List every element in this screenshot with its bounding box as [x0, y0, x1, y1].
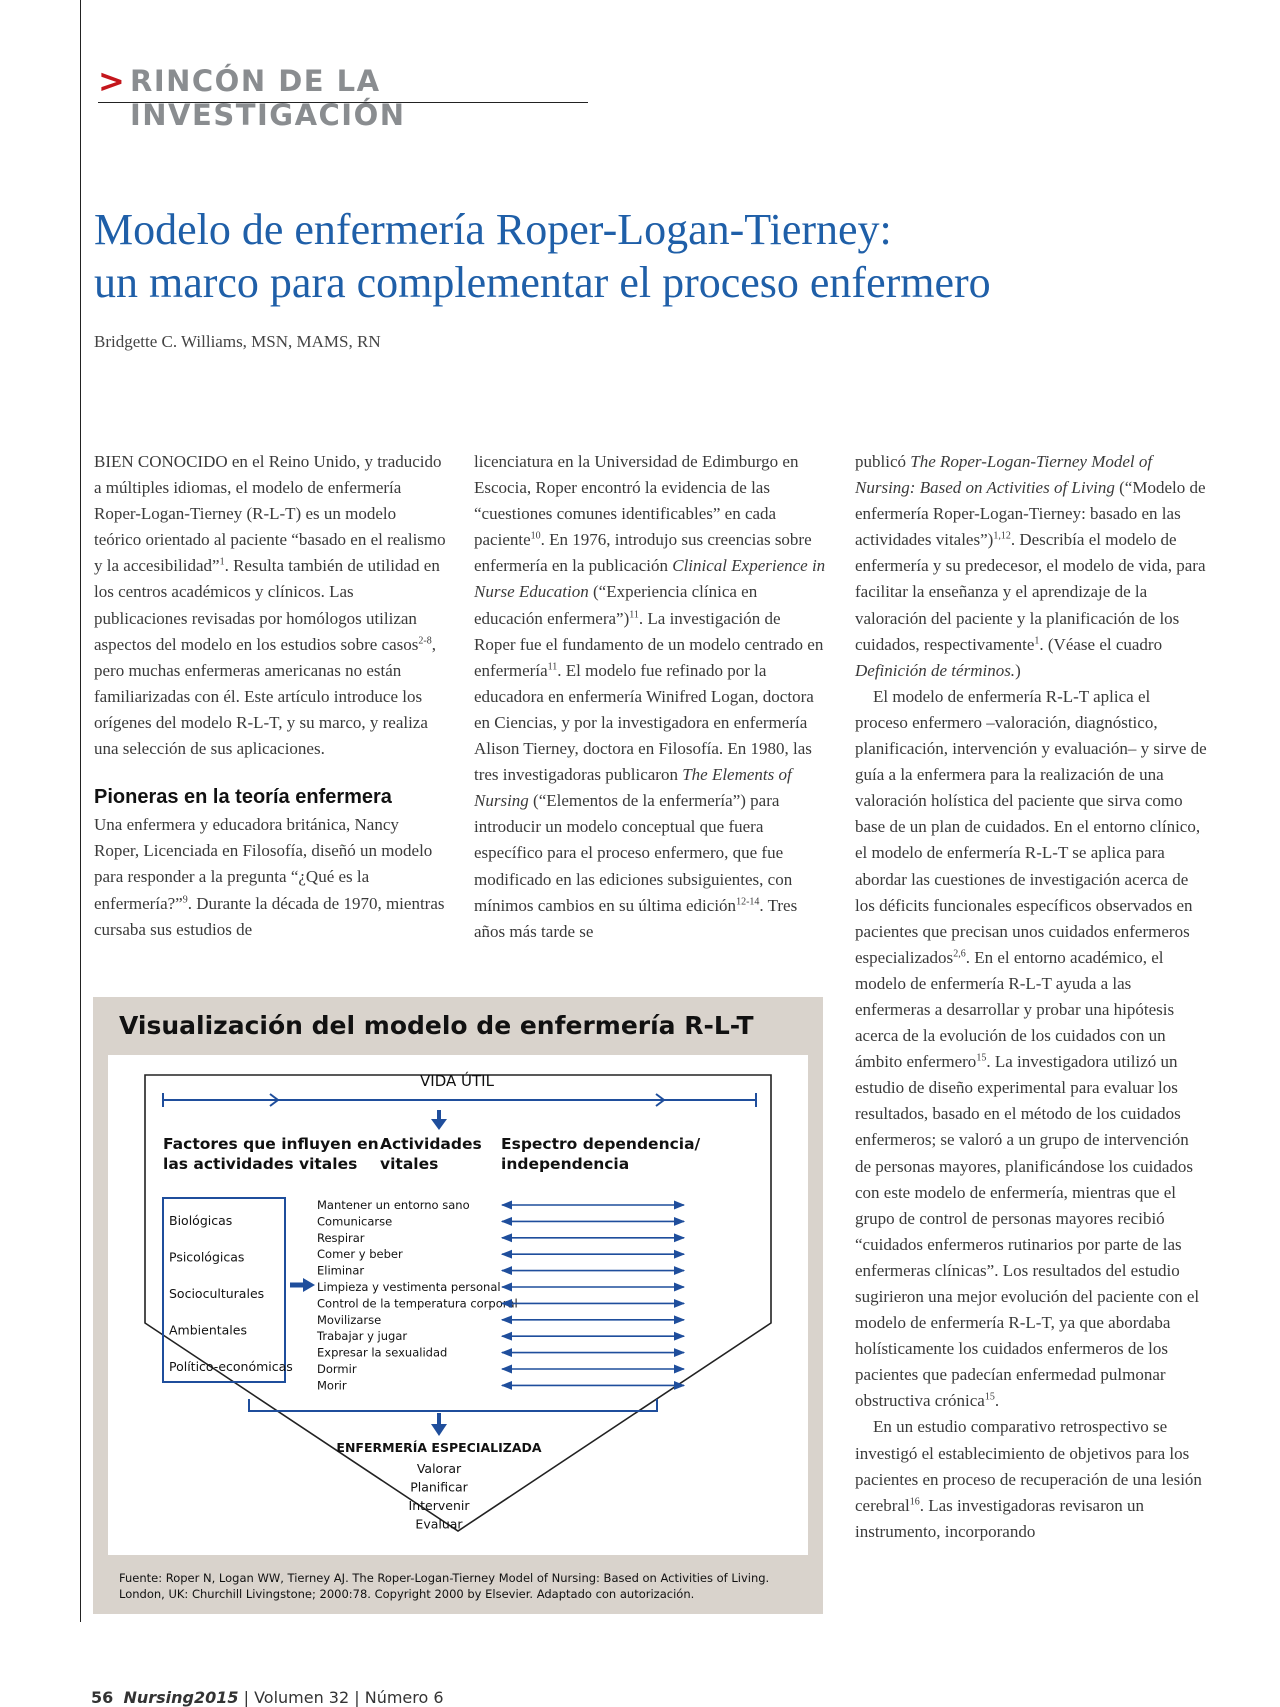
- nursing-step: Planificar: [410, 1479, 468, 1495]
- bottom-arrow-shaft: [437, 1413, 441, 1425]
- section-label: RINCÓN DE LA INVESTIGACIÓN: [130, 64, 406, 132]
- factors-pointer-arrow-icon: [303, 1278, 315, 1292]
- activity-item: Expresar la sexualidad: [317, 1345, 448, 1360]
- figure-rlt-model: [93, 997, 823, 1614]
- page-footer: [91, 1688, 444, 1707]
- factor-item: Socioculturales: [169, 1286, 265, 1301]
- factor-item: Ambientales: [169, 1322, 247, 1338]
- subheading-pioneers: Pioneras en la teoría enfermera: [94, 786, 392, 809]
- column-3: [855, 449, 1207, 1545]
- factors-list: [169, 1213, 293, 1374]
- activity-item: Limpieza y vestimenta personal: [317, 1280, 501, 1294]
- rlt-diagram: [108, 1055, 808, 1555]
- issue-info: | Volumen 32 | Número 6: [243, 1688, 444, 1707]
- activities-list: [316, 1198, 518, 1392]
- factor-item: Biológicas: [169, 1213, 233, 1228]
- down-arrow-shaft: [437, 1110, 441, 1120]
- activity-item: Morir: [317, 1378, 347, 1393]
- section-header: [98, 60, 588, 132]
- left-rule: [80, 0, 81, 1622]
- bottom-down-arrow-icon: [431, 1424, 447, 1436]
- activity-item: Comunicarse: [317, 1214, 393, 1229]
- spectrum-heading: Espectro dependencia/ independencia: [501, 1135, 701, 1173]
- chevron-right-icon: >: [98, 62, 125, 100]
- nursing-step: Valorar: [416, 1461, 462, 1476]
- down-arrow-icon: [431, 1119, 447, 1130]
- nursing-step: Evaluar: [415, 1516, 463, 1532]
- activity-item: Movilizarse: [317, 1312, 382, 1327]
- factor-item: Político-económicas: [169, 1359, 293, 1374]
- activity-item: Mantener un entorno sano: [317, 1198, 470, 1212]
- title-line-2: un marco para complementar el proceso enfermero: [94, 258, 991, 307]
- factors-heading: Factores que influyen en las actividades vitales: [163, 1135, 379, 1173]
- activity-item: Control de la temperatura corporal: [317, 1296, 518, 1311]
- column-1: [94, 449, 446, 943]
- nursing-step: Intervenir: [408, 1498, 470, 1513]
- spectrum-arrows: [502, 1205, 684, 1385]
- activity-item: Trabajar y jugar: [317, 1329, 408, 1344]
- page-number: 56: [91, 1688, 114, 1707]
- paragraph: publicó The Roper-Logan-Tierney Model of Nursing: Based on Activities of Living (“Modelo de enfermería Roper-Logan-Tierney: basado en las actividades vitales”)$^{1,12}$. Describía el modelo de enfermería y su predecesor, el modelo de vida, para facilitar la enseñanza y el aprendizaje de la valoración del paciente y la planificación de los cuidados, respectivamente$^1$. (Véase el cuadro Definición de términos.): [855, 452, 1206, 680]
- paragraph: licenciatura en la Universidad de Edimburgo en Escocia, Roper encontró la evidencia de las “cuestiones comunes identificables” en cada paciente$^{10}$. En 1976, introdujo sus creencias sobre enfermería en la publicación Clinical Experience in Nurse Education (“Experiencia clínica en educación enfermera”)$^{11}$. La investigación de Roper fue el fundamento de un modelo centrado en enfermería$^{11}$. El modelo fue refinado por la educadora en enfermería Winifred Logan, doctora en Ciencias, y por la investigadora en enfermería Alison Tierney, doctora en Filosofía. En 1980, las tres investigadoras publicaron The Elements of Nursing (“Elementos de la enfermería”) para introducir un modelo conceptual que fuera específico para el proceso enfermero, que fue modificado en las ediciones subsiguientes, con mínimos cambios en su última edición$^{12-14}$. Tres años más tarde se: [474, 452, 826, 941]
- activities-heading: Actividades vitales: [380, 1135, 482, 1173]
- paragraph: En un estudio comparativo retrospectivo se investigó el establecimiento de objetivos para los pacientes en proceso de recuperación de una lesión cerebral$^{16}$. Las investigadoras revisaron un instrumento, incorporando: [855, 1417, 1202, 1541]
- column-2: [474, 449, 826, 945]
- magazine-name: Nursing2015: [123, 1688, 239, 1707]
- lifespan-label: VIDA ÚTIL: [420, 1072, 494, 1090]
- article-title: [94, 203, 1214, 309]
- figure-source: Fuente: Roper N, Logan WW, Tierney AJ. The Roper-Logan-Tierney Model of Nursing: Based on Activities of Living. London, UK: Churchill Livingstone; 2000:78. Copyright 2000 by Elsevier. Adaptado con autorización.: [119, 1571, 770, 1601]
- activity-item: Respirar: [317, 1230, 365, 1245]
- factor-item: Psicológicas: [169, 1249, 245, 1265]
- activity-item: Eliminar: [317, 1263, 365, 1278]
- specialized-nursing-heading: ENFERMERÍA ESPECIALIZADA: [336, 1440, 542, 1455]
- nursing-steps: [409, 1461, 471, 1532]
- paragraph: El modelo de enfermería R-L-T aplica el proceso enfermero –valoración, diagnóstico, planificación, intervención y evaluación– y sirve de guía a la enfermera para la realización de una valoración holística del paciente que sirva como base de un plan de cuidados. En el entorno clínico, el modelo de enfermería R-L-T se aplica para abordar las cuestiones de investigación acerca de los déficits funcionales específicos observados en pacientes que precisan unos cuidados enfermeros especializados$^{2,6}$. En el entorno académico, el modelo de enfermería R-L-T ayuda a las enfermeras a desarrollar y probar una hipótesis acerca de la evolución de los cuidados con un ámbito enfermero$^{15}$. La investigadora utilizó un estudio de diseño experimental para evaluar los resultados, basado en el método de los cuidados enfermeros; se valoró a un grupo de intervención de personas mayores, planificándose los cuidados con este modelo de enfermería, mientras que el grupo de control de personas mayores recibió “cuidados enfermeros rutinarios por parte de las enfermeras clínicas”. Los resultados del estudio sugirieron una mejor evolución del paciente con el modelo de enfermería R-L-T, ya que abordaba holísticamente los cuidados enfermeros de los pacientes que padecían enfermedad pulmonar obstructiva crónica$^{15}$.: [855, 686, 1207, 1411]
- diagram-panel: [108, 1055, 808, 1555]
- activity-item: Dormir: [317, 1362, 357, 1376]
- figure-title: Visualización del modelo de enfermería R-L-T: [119, 1011, 754, 1040]
- activities-bracket: [249, 1399, 657, 1411]
- paragraph: Una enfermera y educadora británica, Nancy Roper, Licenciada en Filosofía, diseñó un modelo para responder a la pregunta “¿Qué es la enfermería?”$^9$. Durante la década de 1970, mientras cursaba sus estudios de: [94, 815, 445, 939]
- paragraph: BIEN CONOCIDO en el Reino Unido, y traducido a múltiples idiomas, el modelo de enfermería Roper-Logan-Tierney (R-L-T) es un modelo teórico orientado al paciente “basado en el realismo y la accesibilidad”$^1$. Resulta también de utilidad en los centros académicos y clínicos. Las publicaciones revisadas por homólogos utilizan aspectos del modelo en los estudios sobre casos$^{2-8}$, pero muchas enfermeras americanas no están familiarizadas con él. Este artículo introduce los orígenes del modelo R-L-T, y su marco, y realiza una selección de sus aplicaciones.: [94, 452, 446, 759]
- author-byline: Bridgette C. Williams, MSN, MAMS, RN: [94, 332, 381, 351]
- title-line-1: Modelo de enfermería Roper-Logan-Tierney:: [94, 205, 892, 254]
- activity-item: Comer y beber: [317, 1247, 403, 1262]
